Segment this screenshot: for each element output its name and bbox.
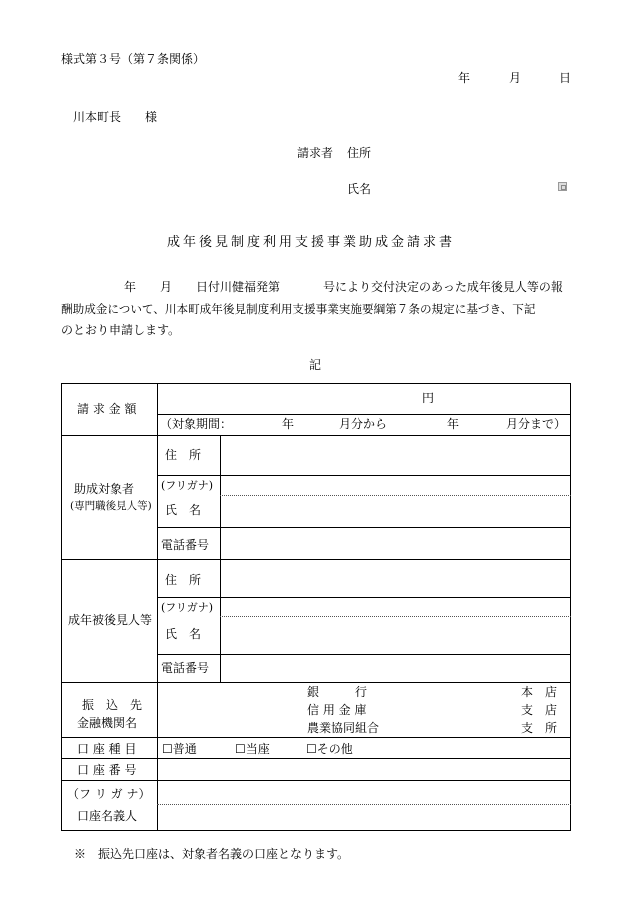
- subject-sub-label: (専門職後見人等): [70, 500, 152, 512]
- account-number-field[interactable]: [160, 760, 568, 778]
- period-year-1: 年: [282, 417, 295, 431]
- branch-type-main: 本 店: [521, 685, 558, 699]
- form-number: 様式第３号（第７条関係）: [61, 52, 206, 66]
- account-type-label: 口 座 種 目: [77, 742, 137, 756]
- applicant-address-label: 住所: [347, 146, 372, 160]
- ward-address-label: 住 所: [165, 573, 202, 587]
- account-number-label: 口 座 番 号: [77, 763, 137, 777]
- yen-label: 円: [422, 391, 435, 405]
- period-month-to: 月分まで）: [506, 417, 567, 431]
- subject-phone-field[interactable]: [222, 528, 568, 556]
- ward-label: 成年被後見人等: [68, 613, 153, 627]
- footnote: ※ 振込先口座は、対象者名義の口座となります。: [74, 847, 350, 861]
- holder-furigana-label: （フ リ ガ ナ）: [67, 787, 151, 801]
- ward-name-field[interactable]: [222, 617, 568, 651]
- account-option-current[interactable]: ☐当座: [235, 742, 270, 756]
- ward-phone-label: 電話番号: [161, 661, 210, 675]
- ward-phone-field[interactable]: [222, 655, 568, 679]
- subject-furigana-label: (フリガナ): [161, 479, 214, 492]
- holder-furigana-field[interactable]: [160, 783, 568, 801]
- bank-label-1: 振 込 先: [82, 698, 143, 712]
- ward-furigana-field[interactable]: [222, 598, 568, 614]
- period-month-from: 月分から: [339, 417, 388, 431]
- date-day-label: 日: [559, 71, 572, 85]
- subject-furigana-field[interactable]: [222, 476, 568, 493]
- bank-name-field[interactable]: [160, 684, 300, 734]
- body-line2: 酬助成金について、川本町成年後見制度利用支援事業実施要綱第７条の規定に基づき、下記: [61, 302, 536, 316]
- claim-amount-label: 請 求 金 額: [77, 402, 137, 416]
- applicant-name-label: 氏名: [347, 182, 372, 196]
- ki-label: 記: [309, 358, 322, 372]
- body-month: 月: [160, 280, 173, 294]
- ward-name-label: 氏 名: [165, 627, 202, 641]
- period-open: （対象期間：: [160, 417, 233, 431]
- subject-name-label: 氏 名: [165, 503, 202, 517]
- holder-name-label: 口座名義人: [77, 809, 138, 823]
- subject-name-field[interactable]: [222, 496, 568, 524]
- branch-name-field[interactable]: [390, 684, 515, 734]
- seal-mark: [558, 182, 567, 191]
- subject-address-field[interactable]: [222, 436, 568, 470]
- date-month-label: 月: [509, 71, 522, 85]
- bank-type-bank: 銀 行: [307, 685, 368, 699]
- branch-type-branch: 支 店: [521, 703, 558, 717]
- body-year: 年: [124, 280, 137, 294]
- document-title: 成年後見制度利用支援事業助成金請求書: [167, 235, 456, 250]
- body-line3: のとおり申請します。: [61, 323, 181, 337]
- subject-label: 助成対象者: [74, 482, 135, 496]
- subject-phone-label: 電話番号: [161, 538, 210, 552]
- branch-type-office: 支 所: [521, 721, 558, 735]
- holder-name-field[interactable]: [160, 806, 568, 828]
- date-year-label: 年: [458, 71, 471, 85]
- bank-type-shinkin: 信 用 金 庫: [307, 703, 367, 717]
- applicant-label: 請求者: [297, 146, 334, 160]
- account-option-ordinary[interactable]: ☐普通: [162, 742, 197, 756]
- bank-label-2: 金融機関名: [77, 716, 138, 730]
- bank-type-nokyo: 農業協同組合: [307, 721, 380, 735]
- ward-furigana-label: (フリガナ): [161, 601, 214, 614]
- body-line1-tail: 号により交付決定のあった成年後見人等の報: [323, 280, 563, 294]
- addressee: 川本町長 様: [73, 110, 158, 124]
- subject-address-label: 住 所: [165, 448, 202, 462]
- body-date-rest: 日付川健福発第: [196, 280, 281, 294]
- period-year-2: 年: [447, 417, 460, 431]
- account-option-other[interactable]: ☐その他: [306, 742, 353, 756]
- ward-address-field[interactable]: [222, 561, 568, 595]
